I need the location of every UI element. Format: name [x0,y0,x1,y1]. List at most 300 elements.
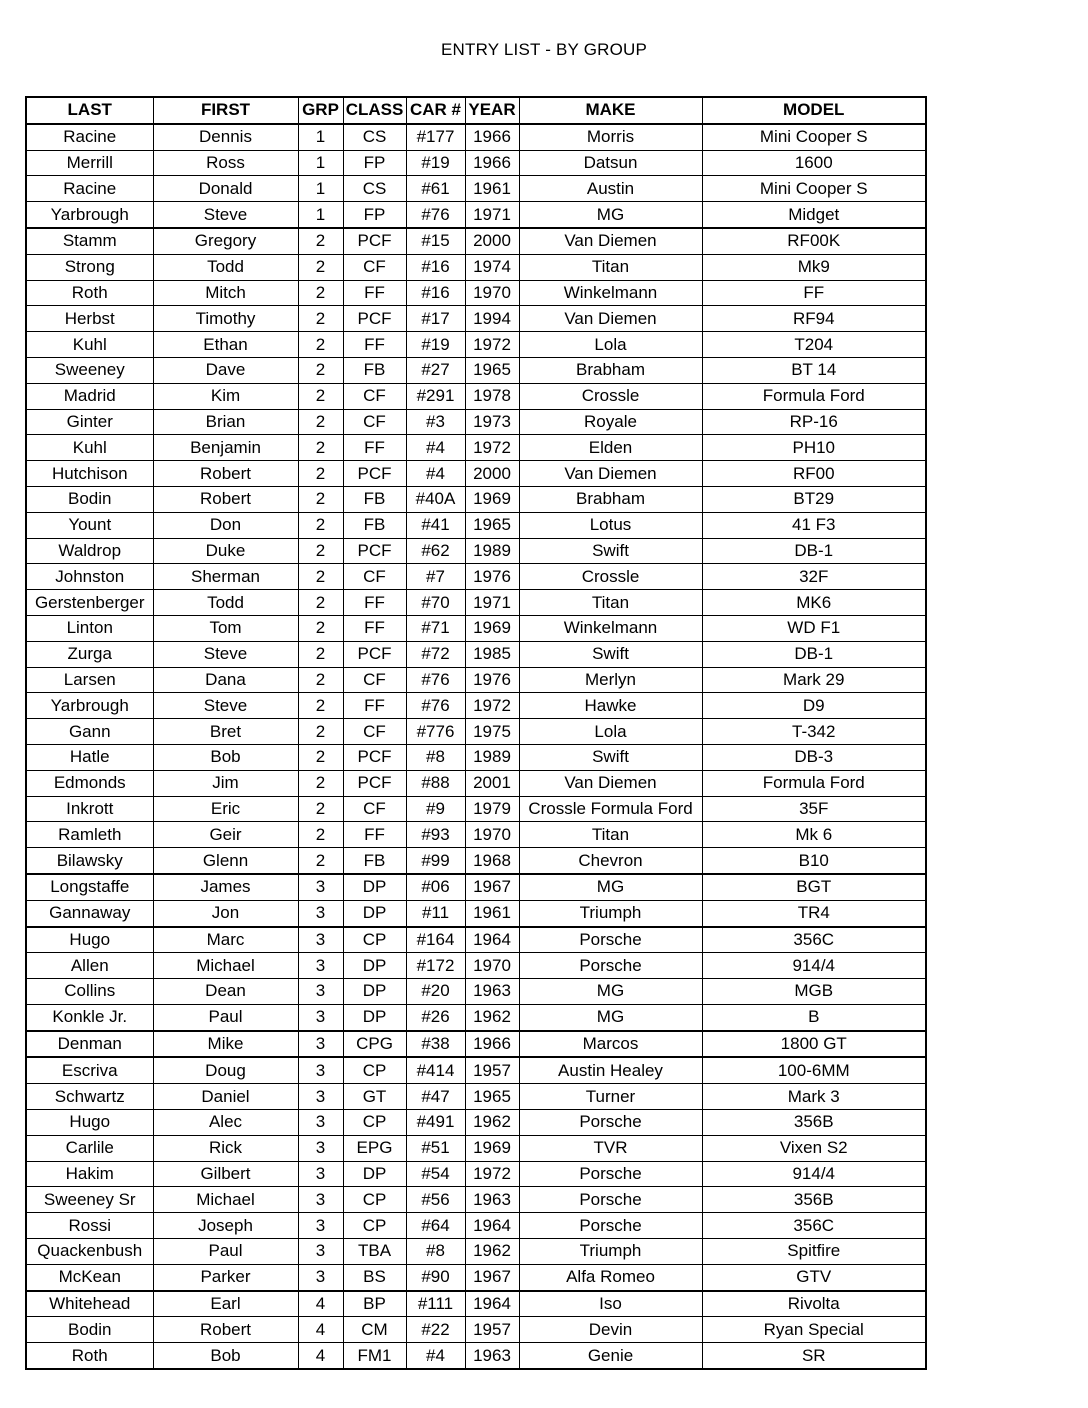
table-row [26,486,926,512]
col-class-cell: CP [343,1057,406,1083]
col-model-cell: Midget [702,202,926,228]
col-year-cell: 1966 [465,1031,519,1058]
col-grp-cell: 3 [298,1031,343,1058]
col-grp-cell: 2 [298,409,343,435]
col-grp-cell: 2 [298,564,343,590]
col-class-cell: CPG [343,1031,406,1058]
table-row [26,1239,926,1265]
col-make-cell: Winkelmann [519,280,702,306]
col-first-cell: Todd [153,254,298,280]
col-class-cell: CF [343,254,406,280]
col-make-cell: Porsche [519,953,702,979]
col-class-cell: DP [343,953,406,979]
col-grp-cell: 2 [298,306,343,332]
col-year-cell: 2000 [465,228,519,254]
table-row [26,590,926,616]
col-make-cell: Elden [519,435,702,461]
col-make-cell: Turner [519,1084,702,1110]
col-grp-cell: 3 [298,1110,343,1136]
col-first-cell: Paul [153,1004,298,1030]
col-model-cell: DB-1 [702,538,926,564]
col-year-cell: 1963 [465,979,519,1005]
col-class-cell: CP [343,1213,406,1239]
col-class-header: CLASS [343,97,406,124]
col-year-cell: 1967 [465,1264,519,1290]
col-grp-cell: 2 [298,641,343,667]
col-car-number-cell: #19 [406,332,465,358]
col-make-cell: Merlyn [519,667,702,693]
col-grp-cell: 3 [298,1057,343,1083]
table-row [26,357,926,383]
col-last-cell: Waldrop [26,538,153,564]
col-last-cell: Ginter [26,409,153,435]
col-grp-cell: 2 [298,461,343,487]
table-row [26,306,926,332]
col-grp-cell: 3 [298,1084,343,1110]
col-make-cell: MG [519,979,702,1005]
table-row [26,124,926,150]
col-car-number-cell: #26 [406,1004,465,1030]
col-first-cell: Bret [153,719,298,745]
col-make-cell: Brabham [519,486,702,512]
col-model-cell: 35F [702,796,926,822]
col-grp-cell: 3 [298,1213,343,1239]
col-year-cell: 1968 [465,848,519,874]
col-year-cell: 1961 [465,176,519,202]
col-model-cell: Mk 6 [702,822,926,848]
col-last-cell: Ramleth [26,822,153,848]
col-last-cell: Linton [26,615,153,641]
col-class-cell: TBA [343,1239,406,1265]
col-make-cell: Austin [519,176,702,202]
col-grp-cell: 3 [298,874,343,900]
col-last-cell: Racine [26,124,153,150]
col-class-cell: DP [343,979,406,1005]
col-car-number-cell: #22 [406,1317,465,1343]
col-make-cell: Chevron [519,848,702,874]
col-year-cell: 1962 [465,1239,519,1265]
col-model-cell: Mk9 [702,254,926,280]
col-last-cell: Strong [26,254,153,280]
col-last-cell: Gann [26,719,153,745]
col-year-cell: 1969 [465,486,519,512]
col-class-cell: BP [343,1291,406,1317]
col-car-number-cell: #9 [406,796,465,822]
col-grp-cell: 2 [298,590,343,616]
col-car-number-cell: #40A [406,486,465,512]
col-last-cell: Sweeney Sr [26,1187,153,1213]
col-grp-cell: 1 [298,176,343,202]
table-row [26,927,926,953]
table-row [26,848,926,874]
col-first-cell: Michael [153,953,298,979]
col-grp-cell: 2 [298,615,343,641]
col-model-cell: Mini Cooper S [702,176,926,202]
col-last-cell: Kuhl [26,435,153,461]
col-model-cell: 1600 [702,150,926,176]
col-year-cell: 1970 [465,280,519,306]
col-class-cell: CF [343,719,406,745]
table-row [26,1135,926,1161]
col-first-cell: Ross [153,150,298,176]
col-model-cell: BT 14 [702,357,926,383]
table-row [26,719,926,745]
col-year-cell: 1972 [465,693,519,719]
col-make-cell: Crossle [519,383,702,409]
col-grp-cell: 2 [298,280,343,306]
col-car-number-cell: #177 [406,124,465,150]
col-model-cell: T204 [702,332,926,358]
col-class-cell: BS [343,1264,406,1290]
table-row [26,744,926,770]
col-first-cell: Steve [153,202,298,228]
col-class-cell: DP [343,874,406,900]
col-first-cell: James [153,874,298,900]
col-make-cell: Datsun [519,150,702,176]
col-make-cell: Lotus [519,512,702,538]
col-model-cell: RF94 [702,306,926,332]
col-grp-cell: 4 [298,1291,343,1317]
col-class-cell: CF [343,667,406,693]
col-last-cell: Rossi [26,1213,153,1239]
col-make-cell: Iso [519,1291,702,1317]
col-car-number-cell: #47 [406,1084,465,1110]
col-class-cell: EPG [343,1135,406,1161]
col-last-cell: Schwartz [26,1084,153,1110]
col-first-cell: Timothy [153,306,298,332]
col-make-cell: MG [519,202,702,228]
col-last-cell: Hugo [26,927,153,953]
table-row [26,1317,926,1343]
col-car-number-cell: #76 [406,667,465,693]
col-class-cell: FF [343,615,406,641]
table-row [26,953,926,979]
page-title: ENTRY LIST - BY GROUP [440,40,648,59]
col-car-number-cell: #76 [406,693,465,719]
col-car-number-cell: #172 [406,953,465,979]
table-row [26,615,926,641]
col-first-cell: Tom [153,615,298,641]
col-car-number-cell: #51 [406,1135,465,1161]
col-year-cell: 1971 [465,590,519,616]
table-row [26,228,926,254]
col-first-cell: Alec [153,1110,298,1136]
col-car-number-cell: #3 [406,409,465,435]
col-car-number-cell: #16 [406,280,465,306]
col-car-number-cell: #7 [406,564,465,590]
col-grp-cell: 2 [298,254,343,280]
table-row [26,150,926,176]
col-grp-cell: 2 [298,538,343,564]
col-last-cell: Collins [26,979,153,1005]
col-year-cell: 1957 [465,1317,519,1343]
col-class-cell: PCF [343,770,406,796]
col-model-cell: 100-6MM [702,1057,926,1083]
col-grp-cell: 2 [298,512,343,538]
col-model-cell: Spitfire [702,1239,926,1265]
col-class-cell: GT [343,1084,406,1110]
col-grp-cell: 3 [298,1239,343,1265]
col-class-cell: CF [343,796,406,822]
col-make-cell: Porsche [519,1213,702,1239]
col-car-number-cell: #64 [406,1213,465,1239]
col-make-cell: Titan [519,590,702,616]
col-model-cell: 914/4 [702,953,926,979]
col-last-cell: Carlile [26,1135,153,1161]
col-grp-cell: 2 [298,770,343,796]
col-make-cell: Devin [519,1317,702,1343]
col-last-cell: Hugo [26,1110,153,1136]
col-grp-cell: 3 [298,900,343,926]
col-first-cell: Jim [153,770,298,796]
col-class-cell: PCF [343,641,406,667]
col-year-cell: 1962 [465,1110,519,1136]
col-last-cell: Escriva [26,1057,153,1083]
col-grp-header: GRP [298,97,343,124]
col-year-cell: 1979 [465,796,519,822]
col-make-header: MAKE [519,97,702,124]
col-car-number-cell: #61 [406,176,465,202]
col-first-cell: Dennis [153,124,298,150]
table-row [26,254,926,280]
col-model-cell: BT29 [702,486,926,512]
col-model-cell: GTV [702,1264,926,1290]
col-make-cell: Triumph [519,1239,702,1265]
col-year-cell: 1971 [465,202,519,228]
col-car-number-cell: #88 [406,770,465,796]
col-first-cell: Ethan [153,332,298,358]
col-year-cell: 1963 [465,1343,519,1369]
col-first-cell: Kim [153,383,298,409]
col-model-cell: D9 [702,693,926,719]
col-make-cell: Van Diemen [519,461,702,487]
col-grp-cell: 2 [298,848,343,874]
col-first-cell: Eric [153,796,298,822]
col-grp-cell: 3 [298,953,343,979]
col-last-cell: Bodin [26,1317,153,1343]
col-car-number-cell: #11 [406,900,465,926]
col-last-cell: Stamm [26,228,153,254]
col-make-cell: Hawke [519,693,702,719]
col-first-header: FIRST [153,97,298,124]
col-car-number-cell: #414 [406,1057,465,1083]
col-car-number-cell: #17 [406,306,465,332]
col-grp-cell: 2 [298,822,343,848]
table-row [26,1161,926,1187]
col-model-cell: MGB [702,979,926,1005]
col-year-cell: 1985 [465,641,519,667]
col-first-cell: Donald [153,176,298,202]
col-grp-cell: 2 [298,796,343,822]
table-row [26,1264,926,1290]
table-row [26,1291,926,1317]
col-class-cell: CS [343,124,406,150]
col-make-cell: Porsche [519,1161,702,1187]
col-model-cell: T-342 [702,719,926,745]
col-model-cell: Mark 29 [702,667,926,693]
col-make-cell: Crossle [519,564,702,590]
col-grp-cell: 3 [298,979,343,1005]
col-last-cell: Sweeney [26,357,153,383]
col-first-cell: Mike [153,1031,298,1058]
col-model-cell: 1800 GT [702,1031,926,1058]
col-model-cell: Ryan Special [702,1317,926,1343]
col-year-cell: 1976 [465,667,519,693]
col-make-cell: Lola [519,332,702,358]
table-row [26,383,926,409]
col-make-cell: Triumph [519,900,702,926]
col-class-cell: FP [343,202,406,228]
col-first-cell: Glenn [153,848,298,874]
col-first-cell: Dave [153,357,298,383]
col-class-cell: FF [343,693,406,719]
col-year-cell: 1972 [465,435,519,461]
col-car-number-cell: #111 [406,1291,465,1317]
col-car-number-cell: #776 [406,719,465,745]
col-car-number-cell: #491 [406,1110,465,1136]
col-car-number-cell: #76 [406,202,465,228]
col-last-cell: Larsen [26,667,153,693]
col-model-cell: SR [702,1343,926,1369]
col-year-cell: 2001 [465,770,519,796]
col-last-cell: McKean [26,1264,153,1290]
col-year-cell: 1989 [465,744,519,770]
col-make-cell: Swift [519,641,702,667]
col-model-cell: Formula Ford [702,770,926,796]
col-first-cell: Duke [153,538,298,564]
col-grp-cell: 1 [298,124,343,150]
table-row [26,641,926,667]
table-row [26,900,926,926]
col-year-cell: 1975 [465,719,519,745]
col-model-cell: 32F [702,564,926,590]
col-model-cell: DB-3 [702,744,926,770]
col-model-cell: DB-1 [702,641,926,667]
col-last-cell: Kuhl [26,332,153,358]
col-first-cell: Dana [153,667,298,693]
col-last-cell: Herbst [26,306,153,332]
table-row [26,822,926,848]
col-car-number-cell: #164 [406,927,465,953]
col-model-cell: WD F1 [702,615,926,641]
col-year-cell: 1972 [465,1161,519,1187]
col-model-cell: B [702,1004,926,1030]
col-class-cell: FB [343,357,406,383]
col-last-cell: Hakim [26,1161,153,1187]
col-grp-cell: 2 [298,357,343,383]
col-year-cell: 1976 [465,564,519,590]
table-row [26,1213,926,1239]
col-last-cell: Konkle Jr. [26,1004,153,1030]
col-last-cell: Bodin [26,486,153,512]
col-car-number-cell: #20 [406,979,465,1005]
col-grp-cell: 3 [298,1135,343,1161]
col-car-number-cell: #93 [406,822,465,848]
col-class-cell: FP [343,150,406,176]
col-year-cell: 1978 [465,383,519,409]
col-year-cell: 1964 [465,927,519,953]
col-last-header: LAST [26,97,153,124]
col-year-cell: 1961 [465,900,519,926]
col-class-cell: PCF [343,461,406,487]
col-make-cell: Titan [519,822,702,848]
col-model-cell: 41 F3 [702,512,926,538]
col-year-cell: 1963 [465,1187,519,1213]
table-row [26,770,926,796]
col-grp-cell: 3 [298,1004,343,1030]
col-model-cell: RF00K [702,228,926,254]
col-first-cell: Paul [153,1239,298,1265]
col-year-cell: 1970 [465,822,519,848]
col-make-cell: Crossle Formula Ford [519,796,702,822]
col-class-cell: CS [343,176,406,202]
col-class-cell: PCF [343,228,406,254]
col-grp-cell: 2 [298,228,343,254]
col-class-cell: FF [343,332,406,358]
col-first-cell: Michael [153,1187,298,1213]
col-make-cell: Porsche [519,1187,702,1213]
col-last-cell: Zurga [26,641,153,667]
col-model-cell: BGT [702,874,926,900]
col-model-cell: 914/4 [702,1161,926,1187]
col-last-cell: Edmonds [26,770,153,796]
table-row [26,461,926,487]
col-model-cell: Rivolta [702,1291,926,1317]
col-first-cell: Bob [153,744,298,770]
col-make-cell: Genie [519,1343,702,1369]
col-car-number-cell: #56 [406,1187,465,1213]
col-last-cell: Roth [26,280,153,306]
col-last-cell: Yount [26,512,153,538]
col-model-cell: 356B [702,1187,926,1213]
col-first-cell: Mitch [153,280,298,306]
col-year-cell: 1969 [465,1135,519,1161]
col-car-number-cell: #16 [406,254,465,280]
col-first-cell: Marc [153,927,298,953]
col-first-cell: Rick [153,1135,298,1161]
col-first-cell: Todd [153,590,298,616]
col-class-cell: DP [343,1004,406,1030]
col-year-cell: 1974 [465,254,519,280]
col-class-cell: FB [343,512,406,538]
table-row [26,693,926,719]
col-class-cell: FM1 [343,1343,406,1369]
col-car-number-cell: #19 [406,150,465,176]
table-row [26,409,926,435]
col-first-cell: Earl [153,1291,298,1317]
col-year-cell: 1973 [465,409,519,435]
table-row [26,538,926,564]
col-car-number-cell: #8 [406,1239,465,1265]
col-year-cell: 1970 [465,953,519,979]
table-row [26,1031,926,1058]
table-row [26,280,926,306]
col-grp-cell: 2 [298,435,343,461]
col-class-cell: FB [343,486,406,512]
col-model-cell: 356B [702,1110,926,1136]
col-class-cell: FF [343,590,406,616]
col-last-cell: Johnston [26,564,153,590]
col-first-cell: Steve [153,641,298,667]
table-body [26,124,926,1369]
col-last-cell: Gerstenberger [26,590,153,616]
col-last-cell: Quackenbush [26,1239,153,1265]
col-car-number-cell: #72 [406,641,465,667]
col-make-cell: Van Diemen [519,770,702,796]
col-car-number-cell: #4 [406,435,465,461]
col-year-cell: 2000 [465,461,519,487]
col-grp-cell: 3 [298,1187,343,1213]
